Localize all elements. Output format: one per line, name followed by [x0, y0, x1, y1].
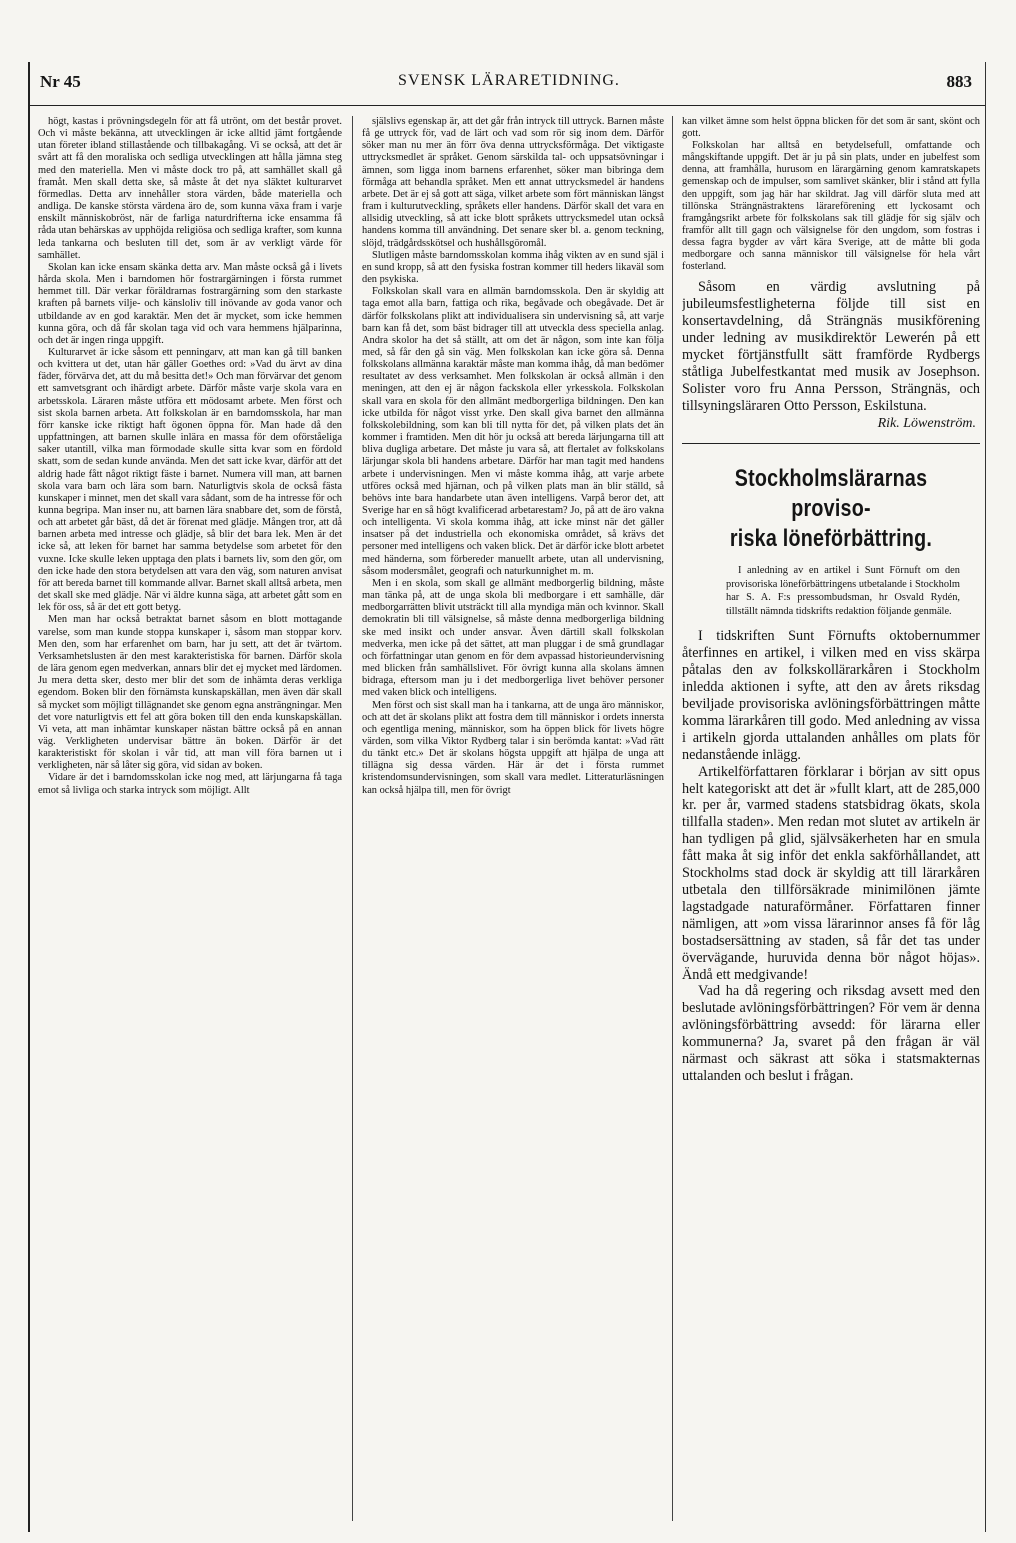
column-3: [682, 116, 980, 1521]
article-intro: [726, 564, 960, 618]
paragraph: Artikelförfattaren förklarar i början av sitt opus helt kategoriskt att det är »fullt klart, att de 285,000 kr. per år, varmed stadens statsbidrag ökats, skola tillfalla staden». Men redan mot slutet av artikeln är han tydligen på glid, självsäkerheten har en smula fått maka åt sig inför det enkla sakförhållandet, att Stockholms stad dock är skyldig att till lärarkåren utbetala den tillförsäkrade minimilönen jämte lagstadgade naturaförmåner. Författaren finner nämligen, att »om vissa lärarinnor anses få för låg bostadsersättning av staden, så får det tas under övervägande, huruvida denna bör något höjas». Ändå ett medgivande!: [682, 763, 980, 983]
column-divider-1: [352, 116, 353, 1521]
paragraph: Slutligen måste barndomsskolan komma ihåg vikten av en sund själ i en sund kropp, så att den fysiska fostran kommer till heders likaväl som den psykiska.: [362, 249, 664, 286]
column-2: [362, 116, 664, 1521]
article-ending: [682, 116, 980, 273]
page-header: [40, 70, 978, 98]
paragraph: högt, kastas i prövningsdegeln för att få utrönt, om det består provet. Och vi måste bekänna, att utvecklingen är icke alltid jämt fortgående utan företer ibland stillastående och tillbakagång. Vi se också, att det är svårt att få den moraliska och sedliga utvecklingen att hålla jämna steg med den materiella. Men vi måste dock tro på, att samhället skall gå framåt. Men skall detta ske, så måste åt det nya släktet kulturarvet förmedlas. Detta arv innehåller stora värden, både materiella och andliga. De kanske största värdena äro de, som kunna växa fram i varje enskilt människobröst, när de farliga naturdrifterna icke ensamma få råda utan behärskas av upphöjda religiösa och sedliga krafter, som kunna leda tankarna och besluten till det, som är av verkligt värde för samhället.: [38, 116, 342, 261]
closing-section: [682, 279, 980, 433]
paragraph: Men först och sist skall man ha i tankarna, att de unga äro människor, och att det är skolans plikt att fostra dem till människor i ordets innersta och egentliga mening, människor, som ha öppen blick för livets högre värden, som vilka Viktor Rydberg talar i sin berömda kantat: »Vad rätt du tänkt etc.» Det är skolans högsta uppgift att hjälpa de unga att tillägna sig dessa värden. Här är det i första rummet kristendomsundervisningen, som skall vara medlet. Litteraturläsningen kan också hjälpa till, men för övrigt: [362, 699, 664, 796]
article-body: [682, 628, 980, 1084]
intro-paragraph: I anledning av en artikel i Sunt Förnuft om den provisoriska löneförbättringens utbetalande i Stockholm har S. A. F:s pressombudsman, hr Osvald Rydén, tillställt nämnda tidskrifts redaktion följande genmäle.: [726, 565, 960, 617]
paragraph: Kulturarvet är icke såsom ett penningarv, att man kan gå till banken och kvittera ut det, utan här gäller Goethes ord: »Vad du ärvt av dina fäder, förvärva det, att du må besitta det!» Och man förvärvar det genom ett samvetsgrant och ihärdigt arbete. Därför måste varje skola vara en arbetsskola. Läraren måste utföra ett mödosamt arbete. Men först och sist skola barnen arbeta. Att folkskolan är en barndomsskola, har man förr kanske icke riktigt haft ögonen öppna för. Man hade då den uppfattningen, att barnen skulle inlära en massa för dem oförståeliga saker utantill, vilka man förmodade skulle sitta kvar som en fördold skatt, som de sedan kunde använda. Men det satt icke kvar, därför att det aldrig hade fått något riktigt fäste i barnet. Numera vill man, att barnen skola vara barn och lära som barn. Naturligtvis skola de också fästa kunskaper i minnet, men det skall vara sådant, som de ha intresse för och kunna begripa. Man inser nu, att barnen lära snabbare det, som de förstå, och att arbetet går bäst, då det är förenat med glädje. Mången tror, att då barnen arbeta med intresse och glädje, så blir det bara lek. Men är det icke så, att leken för barnet har samma betydelse som arbetet för den vuxne. Icke skulle leken upptaga den plats i barnets liv, som den gör, om den icke hade den stora betydelsen att vara den väg, som naturen anvisat för att bereda barnet till kommande allvar. Barnet skall alltså arbeta, men det skall ske med glädje. När vi äldre kunna säga, att arbetet gått som en lek för oss, så är det ett gott betyg.: [38, 346, 342, 614]
paragraph: Folkskolan har alltså en betydelsefull, omfattande och mångskiftande uppgift. Det är ju på sin plats, under en jubelfest som denna, att framhålla, hurusom en lärargärning genom kamratskapets gemenskap och de impulser, som samlivet skänker, blir i stånd att fylla den uppgift, som jag här har skildrat. Jag vill därför sluta med att tillönska Strängnästraktens lärareförening ett lyckosamt och framgångsrikt arbete för folkskolans sak till glädje för sig själv och framför allt till gagn och välsignelse för den ungdom, som fostras i dessa fagra bygder av vårt kära Sverige, att de måtte bli goda medborgare och sanna människor till välsignelse för hela vårt fosterland.: [682, 140, 980, 273]
article-headline: [709, 464, 953, 554]
column-divider-2: [672, 116, 673, 1521]
paragraph: Men i en skola, som skall ge allmänt medborgerlig bildning, måste man tänka på, att de unga skola bli medborgare i ett samhälle, där medborgarrätten blivit utsträckt till alla myndiga män och kvinnor. Skall demokratin bli till välsignelse, så måste denna medborgerliga bildning ske med insikt och under ansvar. Även därtill skall folkskolan medverka, men icke på det sättet, att man pluggar i de små grundlagar och författningar utan genom en för dem avpassad historieundervisning med blicken från samhällslivet. För övrigt kunna alla skolans ämnen bidraga, eftersom man ju i det medborgerliga livet behöver personer med vaken blick och intelligens.: [362, 577, 664, 699]
headline-line-2: riska löneförbättring.: [729, 525, 933, 553]
column-1: [38, 116, 342, 1521]
paragraph: Men man har också betraktat barnet såsom en blott mottagande varelse, som man kunde stoppa kunskaper i, såsom man stoppar korv. Men den, som har erfarenhet om barn, har ju sett, att det är tvärtom. Verksamhetslusten är den mest karakteristiska för barnen. Därför skola de lära genom egen medverkan, annars blir det ej mycket med lärdomen. Ju mera detta sker, desto mer blir det som de inhämta deras verkliga egendom. Boken blir den förnämsta kunskapskällan, men även där skall så mycket som möjligt tillägnandet ske genom egna ansträngningar. Men det vore naturligtvis ett fel att göra boken till den enda kunskapskällan. Vi veta, att man inhämtar kunskaper nästan bättre också på en annan väg. Verkligheten undervisar bättre än boken. Därför är det karakteristiskt för skolan i vår tid, att man vill föra barnen ut i verkligheten, när så låter sig göra, vid sidan av boken.: [38, 614, 342, 772]
paragraph: Vidare är det i barndomsskolan icke nog med, att lärjungarna få taga emot så livliga och starka intryck som möjligt. Allt: [38, 772, 342, 796]
paragraph: I tidskriften Sunt Förnufts oktobernummer återfinnes en artikel, i vilken med en viss skärpa påtalas den av folkskollärarkåren i Stockholm inledda aktionen i syfte, att den av årets riksdag beviljade provisoriska avlöningsförbättringen måtte komma lärarkåren till godo. Med anledning av vissa i artikeln gjorda uttalanden anhålles om plats för nedanstående inlägg.: [682, 628, 980, 763]
paragraph: själslivs egenskap är, att det går från intryck till uttryck. Barnen måste få ge uttryck för, vad de lärt och vad som rör sig inom dem. Därför söker man nu mer än förr öva denna uttrycksförmåga. Det viktigaste uttrycksmedlet är språket. Genom särskilda tal- och uppsatsövningar i ämnen, som ligga inom barnens erfarenhet, söker man bibringa dem förmåga att behandla språket. Men ett annat uttrycksmedel är handens arbete. Det är ej så gott att säga, vilket arbete som fört människan längst fram i kulturutveckling, språkets eller handens. Därför skall det vara en allsidig utveckling, så att icke blott språkets uttrycksmedel utan också handens komma till användning. Det senare sker bl. a. genom teckning, slöjd, trädgårdsskötsel och hushållsgöromål.: [362, 116, 664, 249]
paragraph: kan vilket ämne som helst öppna blicken för det som är sant, skönt och gott.: [682, 116, 980, 140]
paragraph: Vad ha då regering och riksdag avsett med den beslutade avlöningsförbättringen? För vem är denna avlöningsförbättring avsedd: för lärarna eller kommunerna? Ja, svaret på den frågan är väl närmast och säkrast att söka i statsmakternas uttalanden och beslut i frågan.: [682, 983, 980, 1084]
headline-line-1: Stockholmslärarnas proviso-: [734, 465, 928, 523]
closing-paragraph: Såsom en värdig avslutning på jubileumsfestligheterna följde till sist en konsertavdelning, då Strängnäs musikförening under ledning av musikdirektör Lewerén på ett mycket förtjänstfullt sätt framförde Rydbergs ståtliga Jubelfestkantat med musik av Josephson. Solister voro fru Anna Persson, Strängnäs, och tillsyningsläraren Otto Persson, Eskilstuna.: [682, 279, 980, 414]
author-signature: Rik. Löwenström.: [877, 416, 976, 432]
newspaper-title: SVENSK LÄRARETIDNING.: [398, 72, 620, 89]
header-rule: [30, 105, 985, 106]
page-number: 883: [946, 72, 972, 91]
article-separator: [682, 443, 980, 444]
issue-number: Nr 45: [40, 72, 81, 91]
paragraph: Folkskolan skall vara en allmän barndomsskola. Den är skyldig att taga emot alla barn, fattiga och rika, begåvade och obegåvade. Det är därför folkskolans plikt att individualisera sin undervisning så, att varje barn kan få det, som bäst bidrager till att utveckla dess speciella anlag. Andra skolor ha det så ställt, att om det är någon, som inte kan följa med, så får den gå sin väg. Men folkskolan kan icke göra så. Denna folkskolans allmänna karaktär måste man komma ihåg, då man bedömer resultatet av dess verksamhet. Men folkskolan är också allmän i den meningen, att den ej är någon fackskola eller yrkesskola. Folkskolan skall vara en skola för den allmänt medborgerliga bildningen. Den kan icke utbilda för något visst yrke. Den skall giva barnet den allmänna folkskolebildning, som kan bli till nytta för det, på vilken plats det än kommer i framtiden. Men dit hör ju också att bereda lärjungarna till att bliva dugliga arbetare. Det måste ju vara så, att flertalet av folkskolans lärjungar skola bli handens arbetare. Därför har man tagit med handens arbete i undervisningen. Men vi måste komma ihåg, att varje arbete utföres också med hjärnan, och på vilken plats man än blir ställd, så behövs inte bara handarbete utan även intelligens. Varpå beror det, att Sverige har en så högt kvalificerad arbetarestam? Jo, på att de äro vakna och intelligenta. Vi skola komma ihåg, att icke minst när det gäller insatser på det industriella och ekonomiska området, så krävs det personer med intelligens och vaken blick. Det är därför icke blott arbetet med händerna, som förbereder manuellt arbete, utan all undervisning, såsom modersmålet, geografi och naturkunnighet m. m.: [362, 286, 664, 577]
paragraph: Skolan kan icke ensam skänka detta arv. Man måste också gå i livets hårda skola. Men i barndomen hör fostrargärningen i första rummet hemmet till. Där verkar föräldrarnas fostrargärning som den starkaste kraften på barnets vilje- och känsloliv till inövande av goda vanor och utbildande av en god karaktär. Men det är mycket, som icke hemmen kunna göra, och då får skolan taga vid och vara hemmens hjälparinna, och det är ingen ringa uppgift.: [38, 261, 342, 346]
